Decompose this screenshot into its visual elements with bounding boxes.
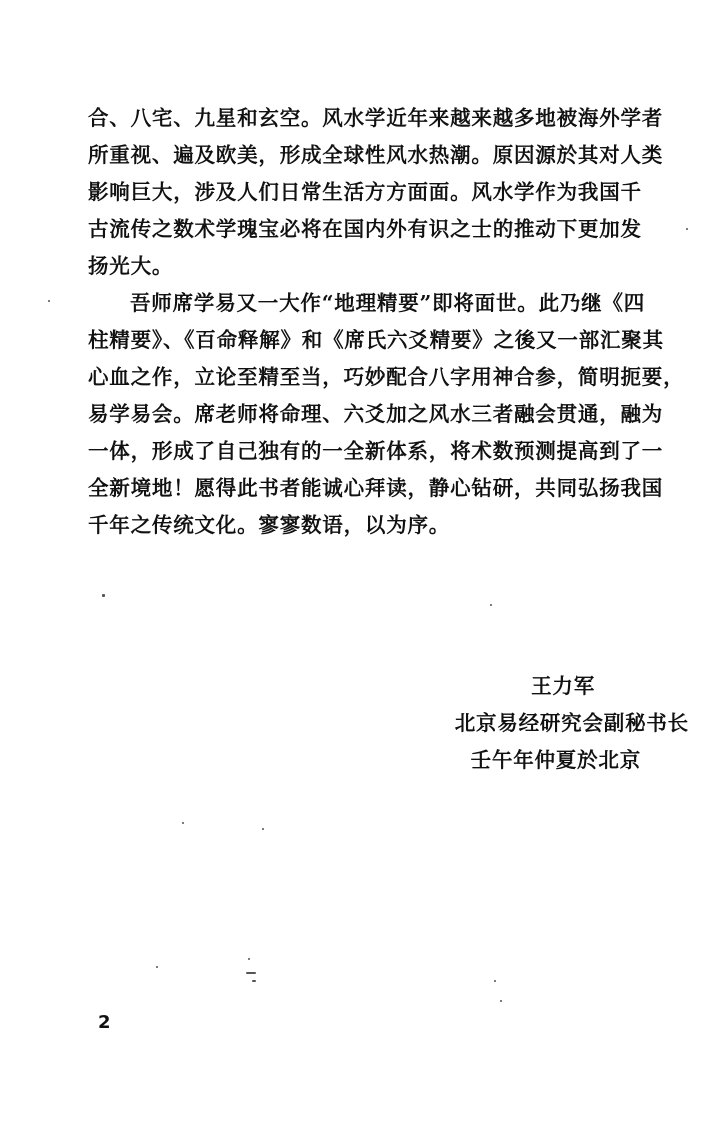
signature-block — [455, 668, 689, 779]
text-line: 所重视、遍及欧美，形成全球性风水热潮。原因源於其对人类 — [88, 143, 664, 167]
preface-body — [88, 100, 688, 544]
text-line: 古流传之数术学瑰宝必将在国内外有识之士的推动下更加发 — [88, 217, 642, 241]
paragraph-1 — [88, 100, 688, 285]
scan-speck — [248, 958, 250, 960]
scan-speck — [156, 966, 158, 968]
text-line: 心血之作，立论至精至当，巧妙配合八字用神合参，简明扼要， — [88, 365, 685, 389]
scan-speck — [262, 828, 264, 830]
text-line: 影响巨大，涉及人们日常生活方方面面。风水学作为我国千 — [88, 180, 642, 204]
author-name: 王力军 — [531, 674, 595, 698]
scan-speck — [246, 972, 256, 974]
text-line: 柱精要》、《百命释解》和《席氏六爻精要》之後又一部汇聚其 — [88, 328, 664, 352]
text-line: 易学易会。席老师将命理、六爻加之风水三者融会贯通，融为 — [88, 402, 664, 426]
signature-date: 壬午年仲夏於北京 — [470, 748, 641, 772]
scan-speck — [252, 980, 256, 982]
text-line: 一体，形成了自己独有的一全新体系，将术数预测提高到了一 — [88, 439, 664, 463]
page-number: 2 — [98, 1012, 111, 1033]
text-line: 扬光大。 — [88, 254, 174, 278]
paragraph-2 — [88, 285, 688, 544]
author-title: 北京易经研究会副秘书长 — [454, 711, 689, 735]
text-line: 千年之传统文化。寥寥数语，以为序。 — [88, 513, 451, 537]
text-line: 合、八宅、九星和玄空。风水学近年来越来越多地被海外学者 — [88, 106, 664, 130]
scan-speck — [182, 822, 184, 824]
scan-speck — [500, 1000, 502, 1002]
scan-speck — [48, 300, 50, 302]
scan-speck — [102, 594, 105, 597]
text-line: 全新境地！愿得此书者能诚心拜读，静心钻研，共同弘扬我国 — [88, 476, 664, 500]
scan-speck — [686, 228, 688, 230]
scan-speck — [494, 980, 496, 982]
scan-speck — [490, 604, 492, 606]
text-line: 吾师席学易又一大作“地理精要”即将面世。此乃继《四 — [130, 291, 646, 315]
